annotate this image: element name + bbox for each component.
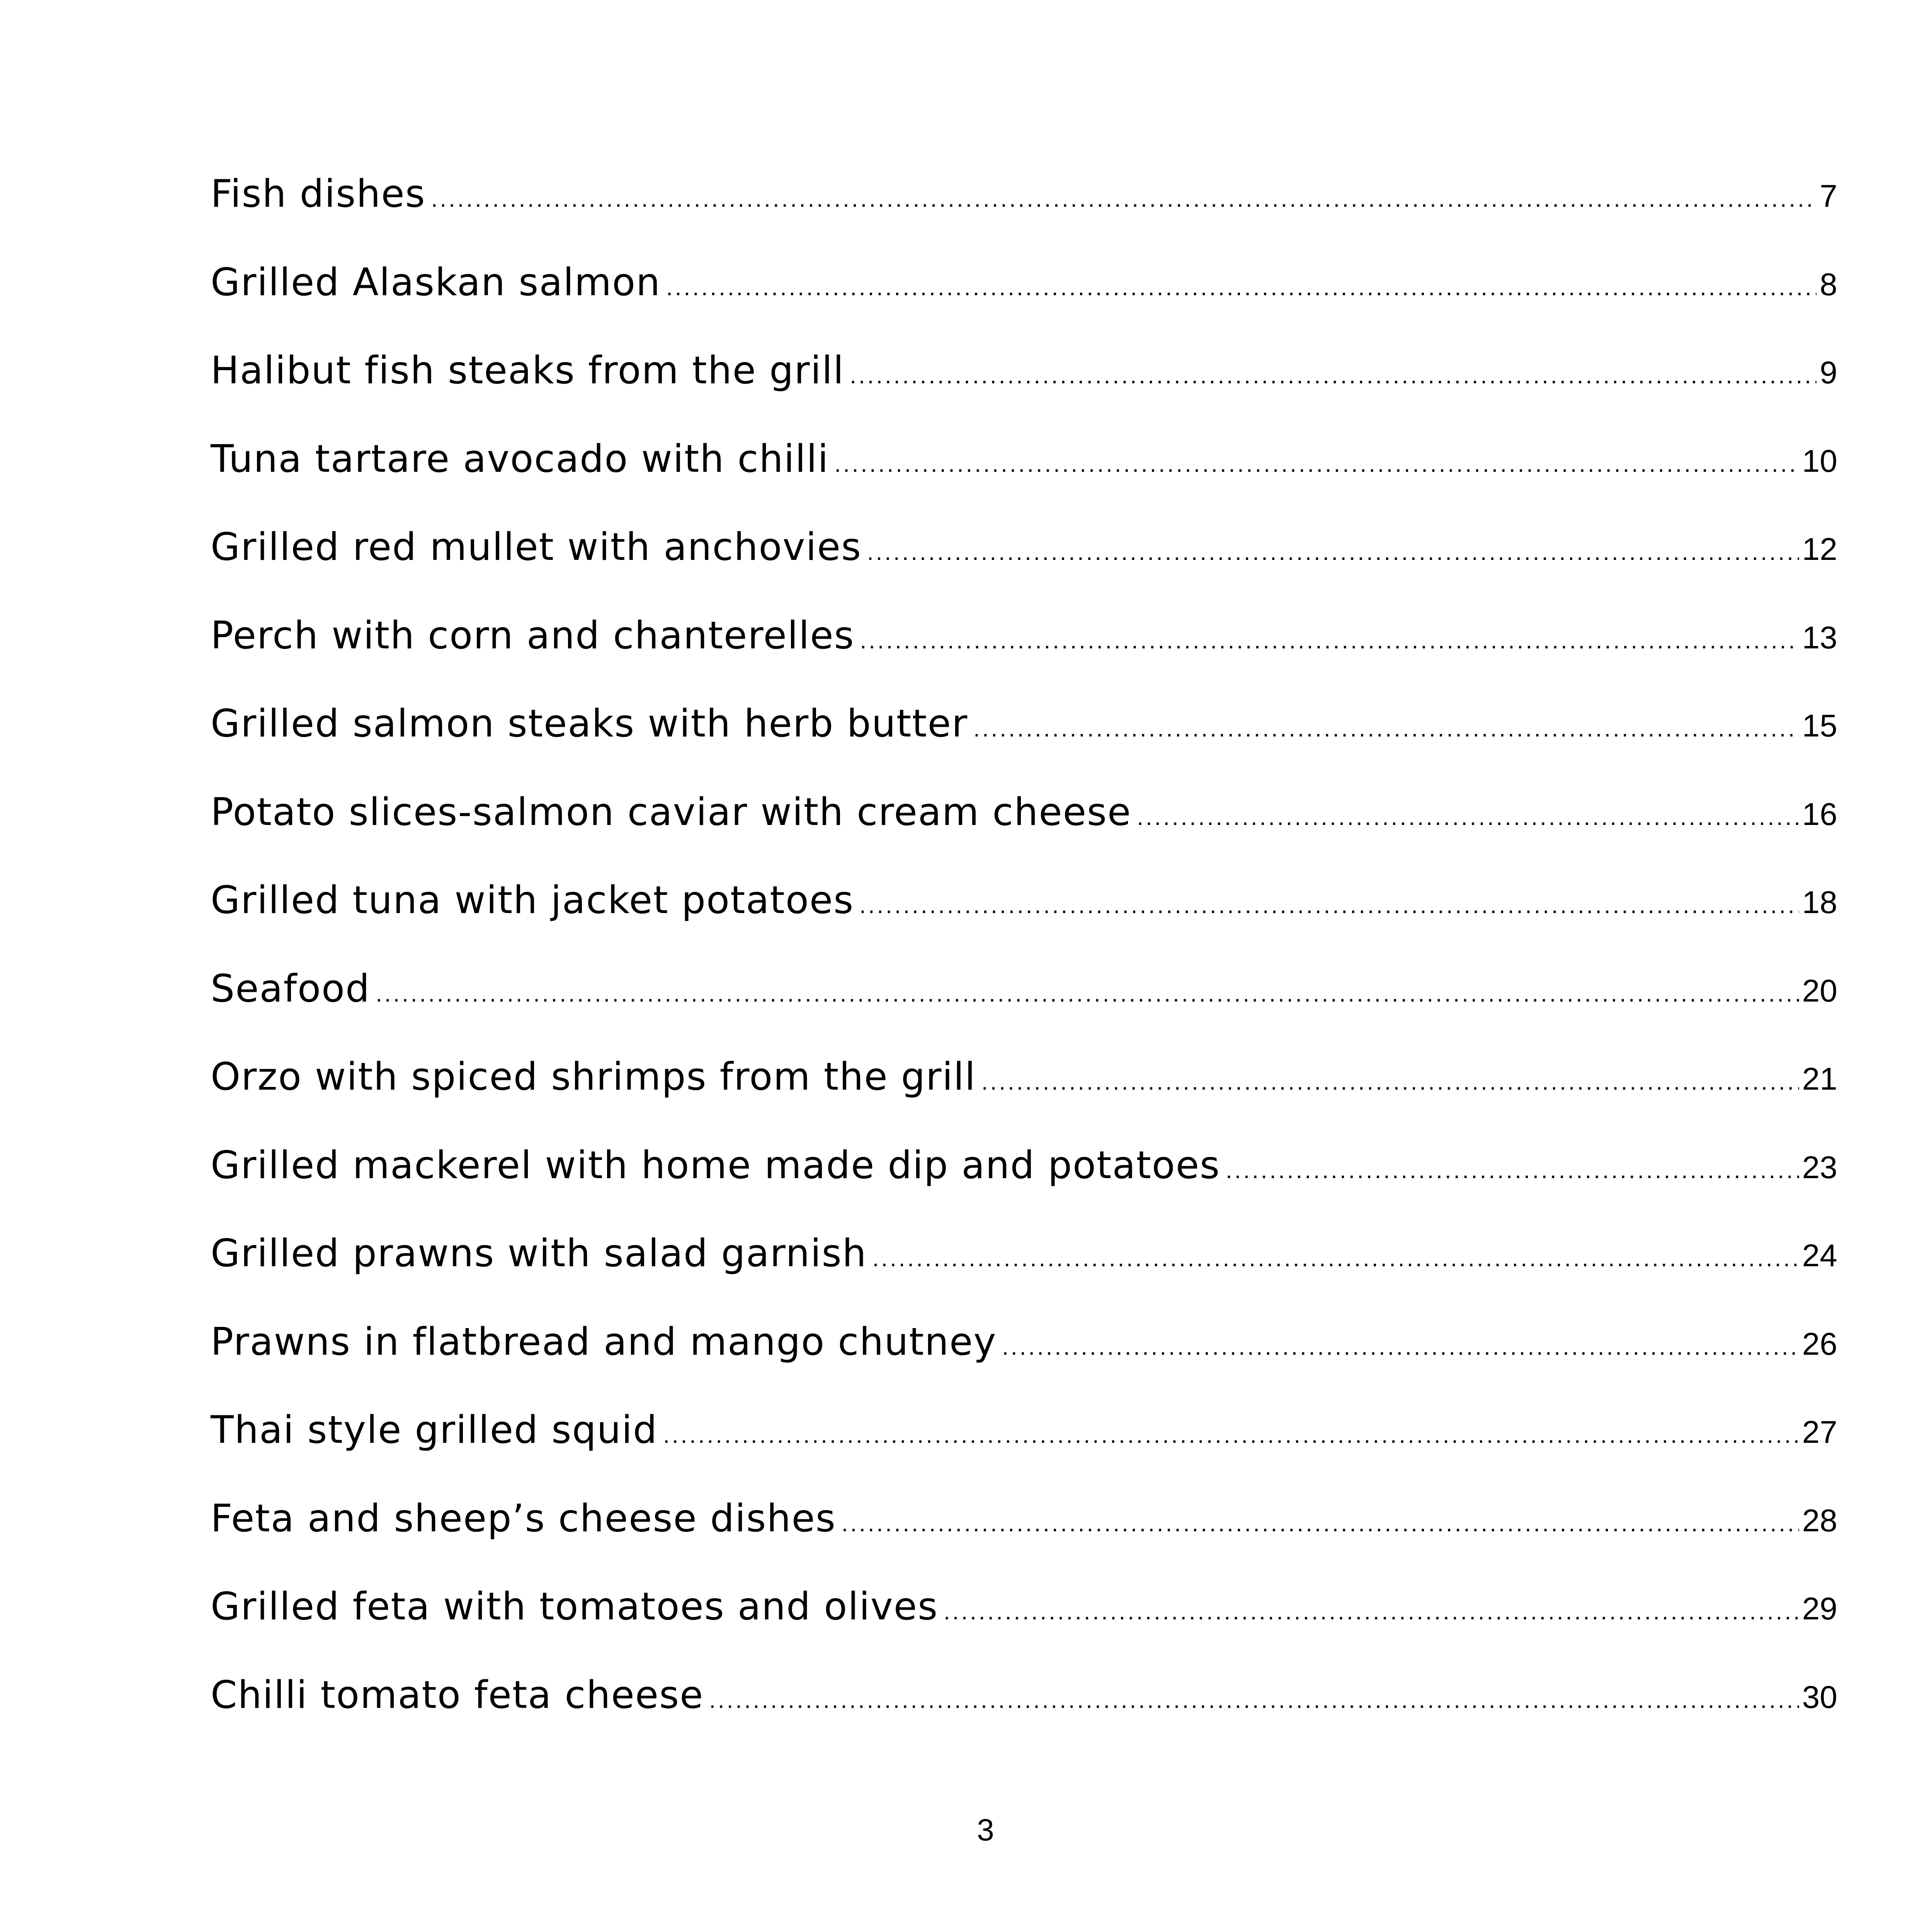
- toc-entry-page: 15: [1802, 708, 1837, 743]
- toc-entry[interactable]: [211, 349, 1837, 437]
- toc-entry-page: 23: [1802, 1150, 1837, 1185]
- toc-dot-leader: [872, 1247, 1799, 1270]
- toc-entry-title: Feta and sheep’s cheese dishes: [211, 1496, 836, 1541]
- toc-entry-page: 20: [1802, 973, 1837, 1009]
- toc-entry[interactable]: [211, 437, 1837, 526]
- toc-entry[interactable]: [211, 1673, 1837, 1762]
- toc-dot-leader: [1137, 806, 1799, 829]
- toc-entry-page: 8: [1820, 267, 1837, 302]
- toc-entry-page: 18: [1802, 885, 1837, 920]
- toc-entry[interactable]: [211, 172, 1837, 260]
- toc-dot-leader: [709, 1689, 1799, 1712]
- toc-entry-page: 12: [1802, 532, 1837, 567]
- toc-entry[interactable]: [211, 702, 1837, 790]
- toc-entry[interactable]: [211, 1585, 1837, 1673]
- toc-entry-title: Grilled Alaskan salmon: [211, 260, 661, 304]
- toc-entry-title: Grilled red mullet with anchovies: [211, 525, 862, 569]
- toc-entry-page: 26: [1802, 1326, 1837, 1362]
- toc-dot-leader: [860, 629, 1799, 652]
- toc-entry[interactable]: [211, 614, 1837, 702]
- toc-entry[interactable]: [211, 1143, 1837, 1232]
- toc-dot-leader: [867, 541, 1799, 564]
- toc-entry[interactable]: [211, 967, 1837, 1055]
- toc-entry-page: 28: [1802, 1503, 1837, 1538]
- toc-entry-title: Seafood: [211, 966, 371, 1011]
- toc-entry[interactable]: [211, 1231, 1837, 1320]
- toc-entry[interactable]: [211, 260, 1837, 349]
- toc-entry-title: Chilli tomato feta cheese: [211, 1673, 704, 1717]
- toc-entry-page: 27: [1802, 1415, 1837, 1450]
- toc-dot-leader: [834, 452, 1799, 476]
- toc-dot-leader: [1226, 1159, 1799, 1182]
- toc-entry-title: Grilled tuna with jacket potatoes: [211, 878, 854, 922]
- toc-entry-title: Grilled prawns with salad garnish: [211, 1231, 867, 1276]
- toc-dot-leader: [376, 982, 1799, 1005]
- toc-entry-title: Grilled mackerel with home made dip and potatoes: [211, 1143, 1221, 1187]
- toc-dot-leader: [1002, 1335, 1799, 1359]
- table-of-contents: [211, 172, 1837, 1761]
- toc-entry-title: Prawns in flatbread and mango chutney: [211, 1320, 997, 1364]
- toc-dot-leader: [981, 1070, 1799, 1094]
- toc-entry[interactable]: [211, 525, 1837, 614]
- toc-dot-leader: [944, 1600, 1799, 1623]
- toc-entry-page: 7: [1820, 179, 1837, 214]
- toc-entry-title: Fish dishes: [211, 172, 426, 216]
- toc-entry[interactable]: [211, 1320, 1837, 1408]
- toc-entry-page: 13: [1802, 620, 1837, 655]
- toc-dot-leader: [663, 1423, 1799, 1447]
- toc-dot-leader: [859, 894, 1799, 917]
- toc-entry-page: 29: [1802, 1591, 1837, 1626]
- toc-dot-leader: [850, 364, 1816, 387]
- toc-entry-title: Tuna tartare avocado with chilli: [211, 437, 829, 481]
- toc-entry-title: Potato slices-salmon caviar with cream cheese: [211, 790, 1132, 834]
- toc-entry-title: Grilled salmon steaks with herb butter: [211, 702, 968, 746]
- toc-dot-leader: [666, 276, 1816, 299]
- toc-entry-page: 16: [1802, 796, 1837, 832]
- toc-entry[interactable]: [211, 1497, 1837, 1585]
- toc-dot-leader: [842, 1512, 1799, 1535]
- toc-entry-page: 21: [1802, 1061, 1837, 1097]
- toc-dot-leader: [431, 187, 1817, 211]
- toc-entry-page: 9: [1820, 355, 1837, 390]
- toc-dot-leader: [973, 717, 1799, 740]
- toc-entry[interactable]: [211, 1408, 1837, 1497]
- toc-entry-title: Grilled feta with tomatoes and olives: [211, 1585, 939, 1629]
- toc-entry-page: 24: [1802, 1238, 1837, 1273]
- toc-entry-title: Thai style grilled squid: [211, 1408, 658, 1452]
- toc-entry[interactable]: [211, 790, 1837, 879]
- toc-entry-title: Perch with corn and chanterelles: [211, 613, 855, 658]
- toc-entry-title: Halibut fish steaks from the grill: [211, 349, 845, 393]
- toc-entry[interactable]: [211, 878, 1837, 967]
- page-number: 3: [977, 1813, 994, 1847]
- toc-entry-page: 30: [1802, 1679, 1837, 1715]
- toc-entry-title: Orzo with spiced shrimps from the grill: [211, 1055, 976, 1099]
- toc-entry-page: 10: [1802, 443, 1837, 479]
- toc-entry[interactable]: [211, 1055, 1837, 1143]
